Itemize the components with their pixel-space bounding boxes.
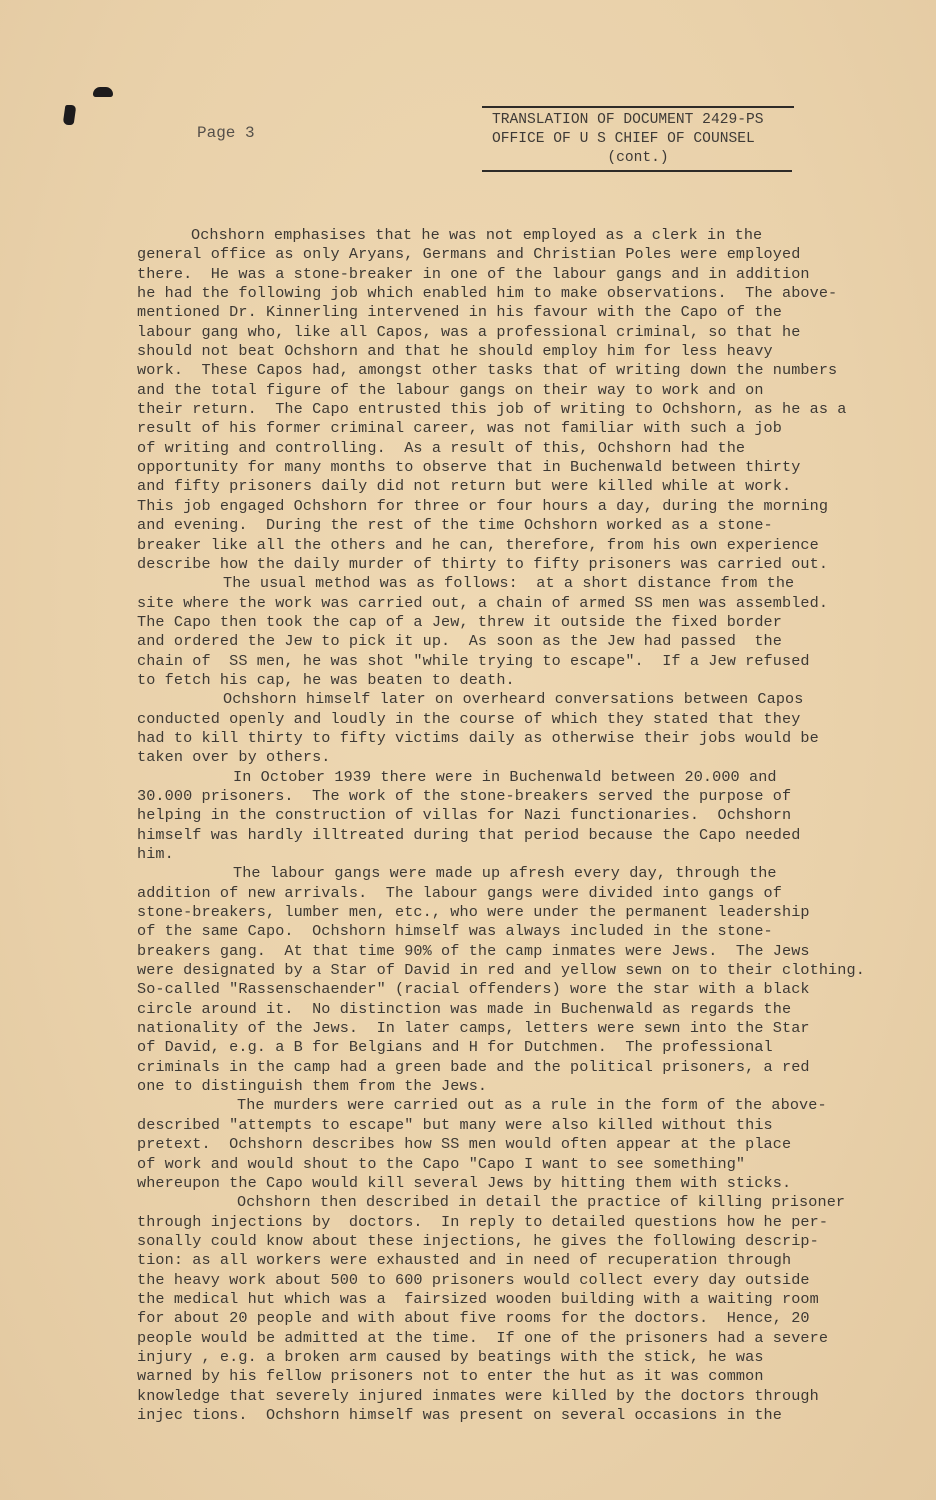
text-line: chain of SS men, he was shot "while trying to escape". If a Jew refused xyxy=(137,651,810,670)
text-line: pretext. Ochshorn describes how SS men would often appear at the place xyxy=(137,1135,792,1154)
text-line: In October 1939 there were in Buchenwald between 20.000 and xyxy=(233,767,777,786)
text-line: stone-breakers, lumber men, etc., who were under the permanent leadership xyxy=(137,903,810,922)
paragraph xyxy=(137,768,897,865)
text-line: The murders were carried out as a rule in the form of the above- xyxy=(237,1096,827,1115)
text-line: and fifty prisoners daily did not return but were killed while at work. xyxy=(137,477,792,496)
text-line: their return. The Capo entrusted this job of writing to Ochshorn, as he as a xyxy=(137,400,847,419)
text-line: injury , e.g. a broken arm caused by beatings with the stick, he was xyxy=(137,1347,764,1366)
paragraph xyxy=(137,574,897,690)
text-line: result of his former criminal career, was not familiar with such a job xyxy=(137,419,782,438)
header-title: TRANSLATION OF DOCUMENT 2429-PS xyxy=(492,112,764,128)
text-line: general office as only Aryans, Germans and Christian Poles were employed xyxy=(137,245,801,264)
text-line: himself was hardly illtreated during that period because the Capo needed xyxy=(137,825,801,844)
text-line: describe how the daily murder of thirty to fifty prisoners was carried out. xyxy=(137,554,829,573)
text-line: The labour gangs were made up afresh every day, through the xyxy=(233,864,777,883)
text-line: people would be admitted at the time. If one of the prisoners had a severe xyxy=(137,1328,829,1347)
page-number: Page 3 xyxy=(197,124,255,142)
ink-blot-mark xyxy=(63,105,77,125)
text-line: addition of new arrivals. The labour gangs were divided into gangs of xyxy=(137,883,782,902)
text-line: opportunity for many months to observe that in Buchenwald between thirty xyxy=(137,458,801,477)
text-line: mentioned Dr. Kinnerling intervened in his favour with the Capo of the xyxy=(137,303,782,322)
text-line: injec tions. Ochshorn himself was present on several occasions in the xyxy=(137,1405,782,1424)
text-line: he had the following job which enabled him to make observations. The above- xyxy=(137,284,838,303)
text-line: Ochshorn himself later on overheard conversations between Capos xyxy=(223,690,804,709)
header-rule-top xyxy=(482,106,794,108)
text-line: The Capo then took the cap of a Jew, threw it outside the fixed border xyxy=(137,612,782,631)
text-line: This job engaged Ochshorn for three or four hours a day, during the morning xyxy=(137,496,829,515)
ink-blot-mark xyxy=(93,87,113,97)
header-rule-bottom xyxy=(482,170,792,172)
paragraph xyxy=(137,1096,897,1193)
text-line: and ordered the Jew to pick it up. As soon as the Jew had passed the xyxy=(137,632,782,651)
header-office: OFFICE OF U S CHIEF OF COUNSEL xyxy=(492,131,755,147)
text-line: and evening. During the rest of the time Ochshorn worked as a stone- xyxy=(137,516,773,535)
text-line: one to distinguish them from the Jews. xyxy=(137,1077,488,1096)
paragraph xyxy=(137,1193,897,1425)
text-line: 30.000 prisoners. The work of the stone-breakers served the purpose of xyxy=(137,786,792,805)
paragraph xyxy=(137,690,897,767)
text-line: were designated by a Star of David in red and yellow sewn on to their clothing. xyxy=(137,961,865,980)
text-line: the medical hut which was a fairsized wooden building with a waiting room xyxy=(137,1289,819,1308)
text-line: labour gang who, like all Capos, was a professional criminal, so that he xyxy=(137,322,801,341)
text-line: criminals in the camp had a green bade and the political prisoners, a red xyxy=(137,1057,810,1076)
text-line: him. xyxy=(137,845,174,863)
text-line: breakers gang. At that time 90% of the camp inmates were Jews. The Jews xyxy=(137,941,810,960)
text-line: taken over by others. xyxy=(137,748,331,767)
text-line: there. He was a stone-breaker in one of the labour gangs and in addition xyxy=(137,264,810,283)
header-continued: (cont.) xyxy=(607,150,669,166)
text-line: sonally could know about these injections, he gives the following descrip- xyxy=(137,1231,819,1250)
text-line: of work and would shout to the Capo "Capo I want to see something" xyxy=(137,1154,746,1173)
text-line: of writing and controlling. As a result of this, Ochshorn had the xyxy=(137,438,746,457)
text-line: of the same Capo. Ochshorn himself was always included in the stone- xyxy=(137,922,773,941)
text-line: circle around it. No distinction was made in Buchenwald as regards the xyxy=(137,999,792,1018)
text-line: The usual method was as follows: at a short distance from the xyxy=(223,574,795,593)
text-line: conducted openly and loudly in the course of which they stated that they xyxy=(137,709,801,728)
text-line: to fetch his cap, he was beaten to death. xyxy=(137,670,515,689)
paragraph xyxy=(137,226,897,574)
text-line: knowledge that severely injured inmates were killed by the doctors through xyxy=(137,1386,819,1405)
document-body xyxy=(137,226,897,1425)
text-line: helping in the construction of villas for Nazi functionaries. Ochshorn xyxy=(137,806,792,825)
text-line: whereupon the Capo would kill several Jews by hitting them with sticks. xyxy=(137,1173,792,1192)
text-line: tion: as all workers were exhausted and in need of recuperation through xyxy=(137,1251,792,1270)
text-line: through injections by doctors. In reply to detailed questions how he per- xyxy=(137,1212,829,1231)
document-header xyxy=(482,106,794,172)
text-line: of David, e.g. a B for Belgians and H for Dutchmen. The professional xyxy=(137,1038,773,1057)
text-line: work. These Capos had, amongst other tasks that of writing down the numbers xyxy=(137,361,838,380)
text-line: So-called "Rassenschaender" (racial offenders) wore the star with a black xyxy=(137,980,810,999)
text-line: the heavy work about 500 to 600 prisoners would collect every day outside xyxy=(137,1270,810,1289)
text-line: warned by his fellow prisoners not to enter the hut as it was common xyxy=(137,1367,764,1386)
text-line: had to kill thirty to fifty victims daily as otherwise their jobs would be xyxy=(137,728,819,747)
text-line: described "attempts to escape" but many were also killed without this xyxy=(137,1115,773,1134)
paragraph xyxy=(137,864,897,1096)
text-line: Ochshorn then described in detail the practice of killing prisoner xyxy=(237,1193,846,1212)
text-line: nationality of the Jews. In later camps, letters were sewn into the Star xyxy=(137,1019,810,1038)
text-line: and the total figure of the labour gangs on their way to work and on xyxy=(137,380,764,399)
text-line: for about 20 people and with about five rooms for the doctors. Hence, 20 xyxy=(137,1309,810,1328)
text-line: should not beat Ochshorn and that he should employ him for less heavy xyxy=(137,342,773,361)
text-line: site where the work was carried out, a chain of armed SS men was assembled. xyxy=(137,593,829,612)
text-line: breaker like all the others and he can, therefore, from his own experience xyxy=(137,535,819,554)
text-line: Ochshorn emphasises that he was not employed as a clerk in the xyxy=(191,226,763,244)
